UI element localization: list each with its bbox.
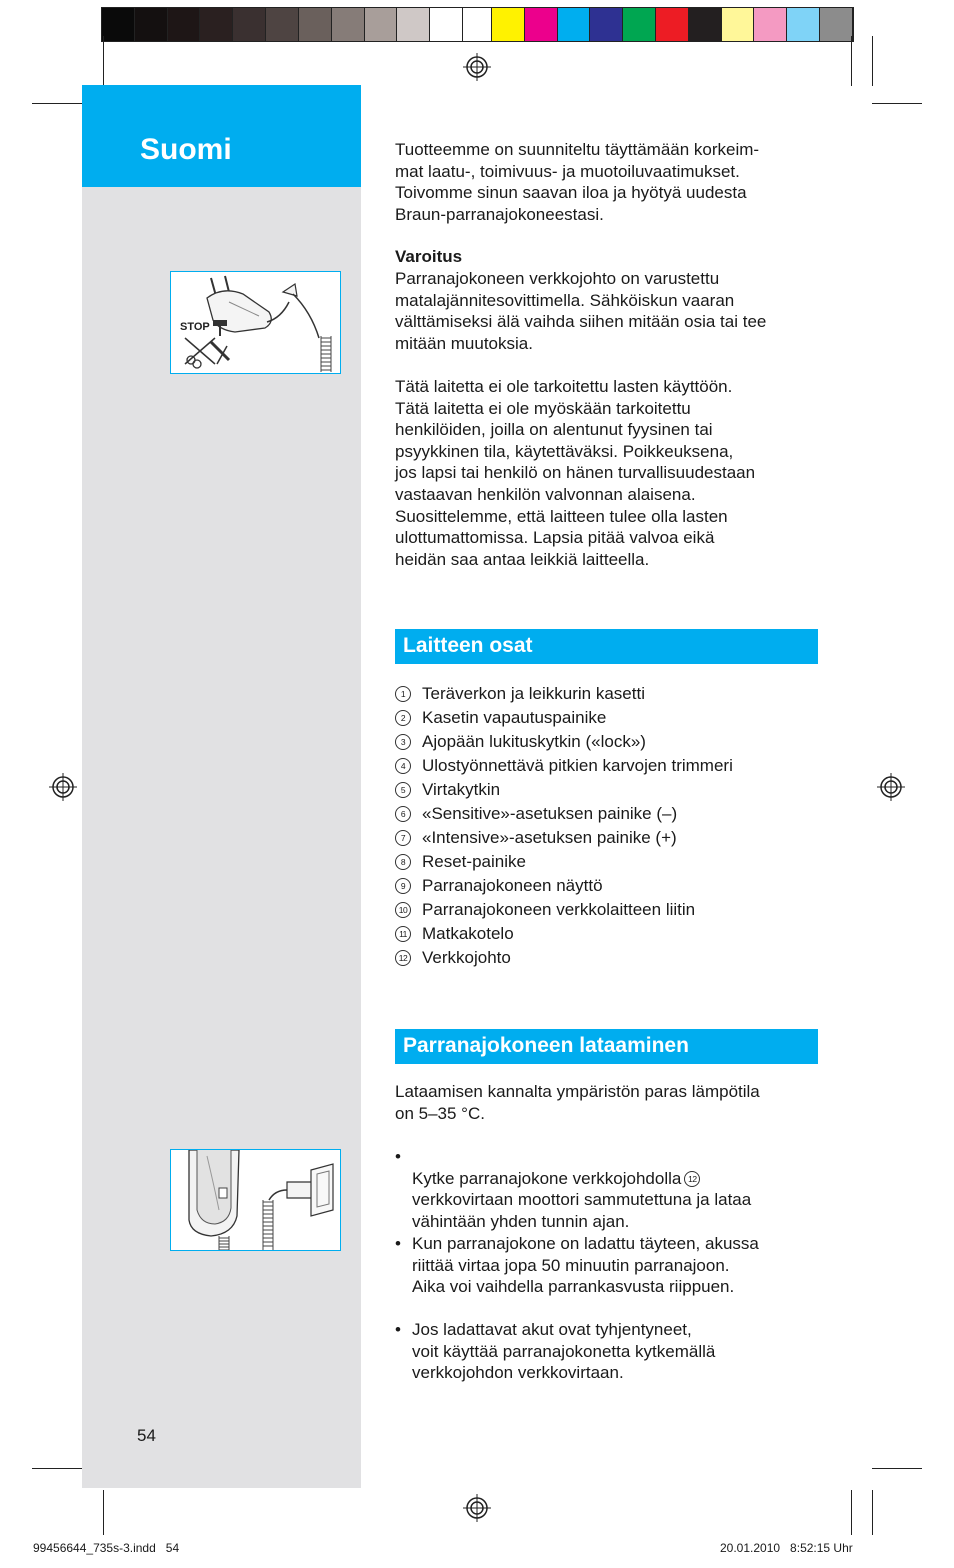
children-warning-paragraph: Tätä laitetta ei ole tarkoitettu lasten käyttöön. Tätä laitetta ei ole myöskään tarkoitettu henkilöiden, joilla on alentunut fyysinen tai psyykkinen tila, käytettäväksi. Poikkeuksena, jos lapsi tai henkilö on hänen turvallisuudestaan vastaavan henkilön valvonnan alaisena. Suosittelemme, että laitteen tulee olla lasten ulottumattomissa. Lapsia pitää valvoa eikä heidän saa antaa leikkiä laitteella. [395,377,756,569]
page-number: 54 [137,1426,156,1445]
list-item [395,898,825,922]
bullet-1-rest: verkkovirtaan moottori sammutettuna ja lataa vähintään yhden tunnin ajan. [412,1190,752,1231]
part-number-icon: 4 [395,758,411,774]
bullet-3-text: Jos ladattavat akut ovat tyhjentyneet, voit käyttää parranajokonetta kytkemällä verkkojohdon verkkovirtaan. [412,1320,716,1383]
bullet-dot: • [395,1147,401,1166]
part-number-icon: 1 [395,686,411,702]
bullet-1-line1: Kytke parranajokone verkkojohdolla [412,1168,682,1188]
part-number-icon: 10 [395,902,411,918]
registration-mark-icon [877,773,905,801]
list-item [395,946,825,970]
part-label: Virtakytkin [422,780,501,799]
list-item [395,922,825,946]
part-label: Ulostyönnettävä pitkien karvojen trimmeri [422,756,733,775]
color-swatch [430,8,463,41]
footer-file-info: 99456644_735s-3.indd 54 [33,1541,180,1555]
color-swatch [820,8,853,41]
list-item [395,730,825,754]
color-swatch [525,8,558,41]
list-item [395,850,825,874]
color-swatch [200,8,233,41]
charging-intro: Lataamisen kannalta ympäristön paras lämpötila on 5–35 °C. [395,1082,760,1123]
list-item [395,778,825,802]
part-reference-12: 12 [684,1171,700,1187]
part-number-icon: 2 [395,710,411,726]
intro-paragraph: Tuotteemme on suunniteltu täyttämään korkeim- mat laatu-, toimivuus- ja muotoiluvaatimukset. Toivomme sinun saavan iloa ja hyötyä uudesta Braun-parranajokoneestasi. [395,140,760,224]
part-number-icon: 9 [395,878,411,894]
crop-mark [872,1468,922,1469]
color-swatch [135,8,168,41]
charging-heading: Parranajokoneen lataaminen [403,1034,689,1057]
color-calibration-bar [101,7,854,42]
color-swatch [590,8,623,41]
registration-mark-icon [463,53,491,81]
footer-timestamp: 20.01.2010 8:52:15 Uhr [720,1541,853,1555]
plug-warning-illustration [170,271,341,374]
list-item [395,826,825,850]
part-label: Parranajokoneen näyttö [422,876,603,895]
part-number-icon: 7 [395,830,411,846]
color-swatch [102,8,135,41]
color-swatch [722,8,755,41]
color-swatch [689,8,722,41]
part-label: Parranajokoneen verkkolaitteen liitin [422,900,696,919]
registration-mark-icon [463,1494,491,1522]
part-label: «Sensitive»-asetuksen painike (–) [422,804,678,823]
shaver-charging-icon [171,1150,340,1250]
color-swatch [656,8,689,41]
color-swatch [397,8,430,41]
shaver-charging-illustration [170,1149,341,1251]
color-swatch [492,8,525,41]
color-swatch [299,8,332,41]
color-swatch [787,8,820,41]
page-title: Suomi [140,133,232,166]
crop-mark [872,1490,873,1535]
part-number-icon: 3 [395,734,411,750]
crop-mark [32,1468,82,1469]
crop-mark [851,36,852,86]
part-number-icon: 8 [395,854,411,870]
warning-paragraph: Parranajokoneen verkkojohto on varustettu matalajännitesovittimella. Sähköiskun vaaran välttämiseksi älä vaihda siihen mitään osia tai tee mitään muutoksia. [395,269,767,353]
list-item [395,682,825,706]
list-item [395,754,825,778]
color-swatch [233,8,266,41]
parts-heading: Laitteen osat [403,634,533,657]
crop-mark [872,36,873,86]
part-label: Kasetin vapautuspainike [422,708,607,727]
parts-list [395,682,825,970]
part-label: «Intensive»-asetuksen painike (+) [422,828,677,847]
warning-heading: Varoitus [395,247,463,266]
list-item [395,874,825,898]
color-swatch [558,8,591,41]
crop-mark [103,1490,104,1535]
crop-mark [32,103,82,104]
color-swatch [754,8,787,41]
part-number-icon: 11 [395,926,411,942]
part-label: Ajopään lukituskytkin («lock») [422,732,646,751]
color-swatch [332,8,365,41]
plug-icon [171,272,340,373]
stop-label: STOP [180,321,210,333]
crop-mark [872,103,922,104]
crop-mark [851,1490,852,1535]
part-label: Verkkojohto [422,948,511,967]
part-label: Reset-painike [422,852,526,871]
part-label: Matkakotelo [422,924,514,943]
list-item [395,706,825,730]
bullet-2-text: Kun parranajokone on ladattu täyteen, akussa riittää virtaa jopa 50 minuutin parranajoon. Aika voi vaihdella parrankasvusta riippuen. [412,1234,759,1297]
crop-mark [103,36,104,86]
color-swatch [623,8,656,41]
list-item [395,802,825,826]
color-swatch [168,8,201,41]
color-swatch [463,8,492,41]
bullet-dot: • [395,1320,401,1339]
parts-section-header [395,629,818,664]
charging-section-header [395,1029,818,1064]
bullet-dot: • [395,1234,401,1253]
part-label: Teräverkon ja leikkurin kasetti [422,684,645,703]
color-swatch [266,8,299,41]
part-number-icon: 6 [395,806,411,822]
color-swatch [365,8,398,41]
registration-mark-icon [49,773,77,801]
part-number-icon: 5 [395,782,411,798]
part-number-icon: 12 [395,950,411,966]
